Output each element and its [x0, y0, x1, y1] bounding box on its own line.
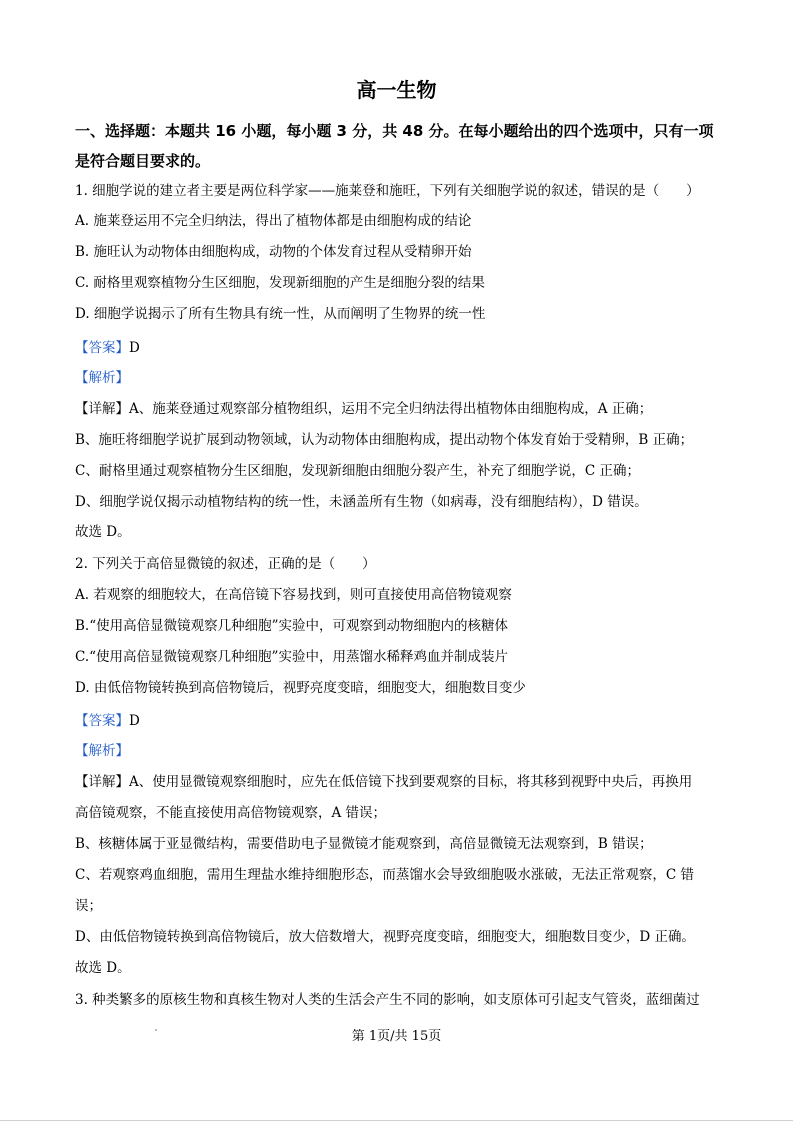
detail-tag: 【详解】 — [75, 401, 129, 417]
question-2-stem: 2. 下列关于高倍显微镜的叙述，正确的是（ ） — [75, 556, 376, 572]
question-1-detail-3: C、耐格里通过观察植物分生区细胞，发现新细胞由细胞分裂产生，补充了细胞学说，C 正确； — [75, 463, 640, 479]
question-2-option-d: D. 由低倍物镜转换到高倍物镜后，视野亮度变暗，细胞变大，细胞数目变少 — [75, 680, 526, 696]
question-2-option-c: C.“使用高倍显微镜观察几种细胞”实验中，用蒸馏水稀释鸡血并制成装片 — [75, 649, 508, 665]
detail-tag: 【详解】 — [75, 774, 129, 790]
question-2-detail-3b: 误； — [75, 898, 102, 914]
analysis-tag: 【解析】 — [75, 743, 129, 759]
detail-text: A、施莱登通过观察部分植物组织，运用不完全归纳法得出植物体由细胞构成，A 正确； — [129, 401, 653, 417]
question-1-option-d: D. 细胞学说揭示了所有生物具有统一性，从而阐明了生物界的统一性 — [75, 306, 486, 322]
page-title: 高一生物 — [356, 78, 437, 102]
answer-value: D — [129, 713, 140, 729]
question-1-option-c: C. 耐格里观察植物分生区细胞，发现新细胞的产生是细胞分裂的结果 — [75, 275, 485, 291]
detail-text: A、使用显微镜观察细胞时，应先在低倍镜下找到要观察的目标，将其移到视野中央后，再换用 — [129, 774, 693, 790]
question-2-option-a: A. 若观察的细胞较大，在高倍镜下容易找到，则可直接使用高倍物镜观察 — [75, 587, 512, 603]
page-footer: 第 1页/共 15页 — [351, 1029, 442, 1044]
question-1-option-a: A. 施莱登运用不完全归纳法，得出了植物体都是由细胞构成的结论 — [75, 213, 472, 229]
question-1-detail-2: B、施旺将细胞学说扩展到动物领域，认为动物体由细胞构成，提出动物个体发育始于受精卵，B 正确； — [75, 432, 694, 448]
question-2-detail-2: B、核糖体属于亚显微结构，需要借助电子显微镜才能观察到，高倍显微镜无法观察到，B 错误； — [75, 836, 653, 852]
question-2-detail-3: C、若观察鸡血细胞，需用生理盐水维持细胞形态，而蒸馏水会导致细胞吸水涨破，无法正常观察，C 错 — [75, 867, 694, 883]
question-2-conclusion: 故选 D。 — [75, 960, 131, 976]
answer-tag: 【答案】 — [75, 340, 129, 356]
answer-tag: 【答案】 — [75, 713, 129, 729]
question-2-detail-1 — [75, 772, 692, 792]
question-2-answer — [75, 711, 140, 731]
question-1-detail-4: D、细胞学说仅揭示动植物结构的统一性，未涵盖所有生物（如病毒，没有细胞结构），D 错误。 — [75, 494, 648, 510]
question-1-detail-1 — [75, 399, 652, 419]
question-2-analysis-tag — [75, 741, 129, 761]
question-2-detail-4: D、由低倍物镜转换到高倍物镜后，放大倍数增大，视野亮度变暗，细胞变大，细胞数目变少，D 正确。 — [75, 929, 695, 945]
question-1-analysis-tag — [75, 368, 129, 388]
answer-value: D — [129, 340, 140, 356]
question-1-answer — [75, 338, 140, 358]
question-1-stem: 1. 细胞学说的建立者主要是两位科学家——施莱登和施旺，下列有关细胞学说的叙述，错误的是（ ） — [75, 183, 700, 199]
question-1-conclusion: 故选 D。 — [75, 524, 131, 540]
question-3-stem: 3. 种类繁多的原核生物和真核生物对人类的生活会产生不同的影响，如支原体可引起支气管炎，蓝细菌过 — [75, 992, 700, 1008]
page-bottom-rule — [0, 1120, 793, 1121]
section-heading: 一、选择题：本题共 16 小题，每小题 3 分，共 48 分。在每小题给出的四个选项中，只有一项是符合题目要求的。 — [75, 122, 714, 170]
analysis-tag: 【解析】 — [75, 370, 129, 386]
question-2-detail-1b: 高倍镜观察，不能直接使用高倍物镜观察，A 错误； — [75, 805, 387, 821]
question-2-option-b: B.“使用高倍显微镜观察几种细胞”实验中，可观察到动物细胞内的核糖体 — [75, 618, 509, 634]
question-1-option-b: B. 施旺认为动物体由细胞构成，动物的个体发育过程从受精卵开始 — [75, 244, 472, 260]
